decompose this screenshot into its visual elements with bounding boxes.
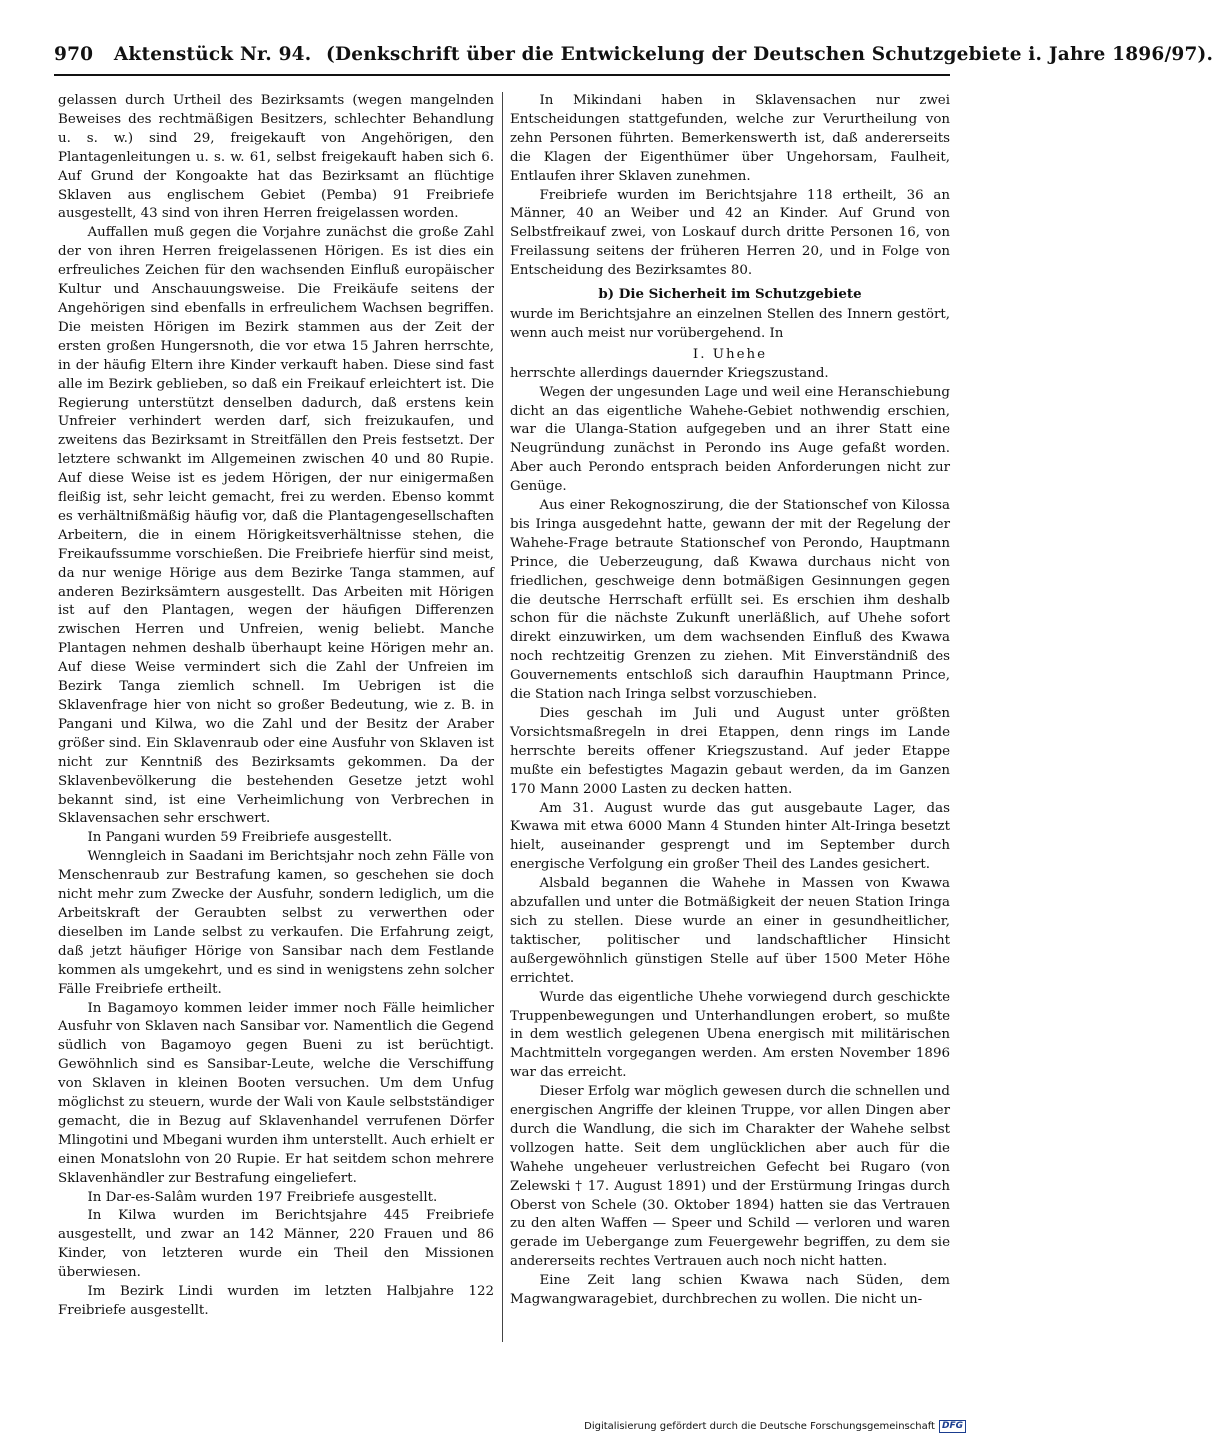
- paragraph: In Pangani wurden 59 Freibriefe ausgestellt.: [87, 830, 393, 846]
- paragraph: Eine Zeit lang schien Kwawa nach Süden, dem Magwangwaragebiet, durchbrechen zu wollen. Die nicht un-: [510, 1273, 950, 1308]
- page-number: 970: [54, 44, 94, 65]
- paragraph: Dieser Erfolg war möglich gewesen durch die schnellen und energischen Angriffe der kleinen Truppe, vor allen Dingen aber durch die Wandlung, die sich im Charakter der Wahehe selbst vollzogen hatte. Seit dem unglücklichen aber auch für die Wahehe ungeheuer verlustreichen Gefecht bei Rugaro (von Zelewski † 17. August 1891) und der Erstürmung Iringas durch Oberst von Schele (30. Oktober 1894) hatten sie das Vertrauen zu den alten Waffen — Speer und Schild — verloren und waren gerade im Uebergange zum Feuergewehr begriffen, zu dem sie andererseits rechtes Vertrauen auch noch nicht hatten.: [510, 1084, 950, 1270]
- paragraph: Dies geschah im Juli und August unter größten Vorsichtsmaßregeln in drei Etappen, denn rings im Lande herrschte bereits offener Kriegszustand. Auf jeder Etappe mußte ein befestigtes Magazin gebaut werden, da im Ganzen 170 Mann 2000 Lasten zu decken hatten.: [510, 706, 950, 797]
- paragraph: Wegen der ungesunden Lage und weil eine Heranschiebung dicht an das eigentliche Wahehe-Gebiet nothwendig erschien, war die Ulanga-Station aufgegeben und an ihrer Statt eine Neugründung zunächst in Perondo ins Auge gefaßt worden. Aber auch Perondo entsprach beiden Anforderungen nicht zur Genüge.: [510, 384, 950, 495]
- subheading: I. Uhehe: [692, 346, 768, 362]
- document-number: Aktenstück Nr. 94.: [113, 44, 312, 65]
- digitization-credit: Digitalisierung gefördert durch die Deutsche Forschungsgemeinschaft: [584, 1420, 935, 1432]
- footer: [584, 1419, 966, 1433]
- paragraph: wurde im Berichtsjahre an einzelnen Stellen des Innern gestört, wenn auch meist nur vorübergehend. In: [510, 306, 950, 341]
- page-header: [54, 44, 1213, 74]
- column-divider: [502, 92, 503, 1342]
- paragraph: Aus einer Rekognoszirung, die der Stationschef von Kilossa bis Iringa ausgedehnt hatte, gewann der mit der Regelung der Wahehe-Frage betraute Stationschef von Perondo, Hauptmann Prince, die Ueberzeugung, daß Kwawa durchaus nicht von friedlichen, geschweige denn botmäßigen Gesinnungen gegen die deutsche Herrschaft erfüllt sei. Es erschien ihm deshalb schon für die nächste Zukunft unerläßlich, auf Uhehe sofort direkt einzuwirken, um dem wachsenden Einfluß des Kwawa noch rechtzeitig Grenzen zu ziehen. Mit Einverständniß des Gouvernements entschloß sich daraufhin Hauptmann Prince, die Station nach Iringa selbst vorzuschieben.: [510, 498, 950, 703]
- paragraph: Alsbald begannen die Wahehe in Massen von Kwawa abzufallen und unter die Botmäßigkeit der neuen Station Iringa sich zu stellen. Diese wurde an einer in gesundheitlicher, taktischer, politischer und landschaftlicher Hinsicht außergewöhnlich günstigen Stelle auf über 1500 Meter Höhe errichtet.: [510, 876, 950, 986]
- paragraph: gelassen durch Urtheil des Bezirksamts (wegen mangelnden Beweises des rechtmäßigen Besitzers, schlechter Behandlung u. s. w.) sind 29, freigekauft von Angehörigen, den Plantagenleitungen u. s. w. 61, selbst freigekauft haben sich 6. Auf Grund der Kongoakte hat das Bezirksamt an flüchtige Sklaven aus englischem Gebiet (Pemba) 91 Freibriefe ausgestellt, 43 sind von ihren Herren freigelassen worden.: [58, 93, 494, 222]
- section-heading: b) Die Sicherheit im Schutzgebiete: [598, 286, 862, 303]
- header-rule: [54, 74, 950, 76]
- paragraph: herrschte allerdings dauernder Kriegszustand.: [510, 365, 829, 381]
- paragraph: In Bagamoyo kommen leider immer noch Fälle heimlicher Ausfuhr von Sklaven nach Sansibar vor. Namentlich die Gegend südlich von Bagamoyo gegen Bueni zu ist berüchtigt. Gewöhnlich sind es Sansibar-Leute, welche die Verschiffung von Sklaven in kleinen Booten versuchen. Um dem Unfug möglichst zu steuern, wurde der Wali von Kaule selbstständiger gemacht, die in Bezug auf Sklavenhandel verrufenen Dörfer Mlingotini und Mbegani wurden ihm unterstellt. Auch erhielt er einen Monatslohn von 20 Rupie. Er hat seitdem schon mehrere Sklavenhändler zur Bestrafung eingeliefert.: [58, 1000, 494, 1186]
- left-column: [58, 92, 494, 1321]
- paragraph: Am 31. August wurde das gut ausgebaute Lager, das Kwawa mit etwa 6000 Mann 4 Stunden hinter Alt-Iringa besetzt hielt, auseinander gesprengt und im September durch energische Verfolgung ein großer Theil des Landes gesichert.: [510, 800, 950, 873]
- paragraph: Im Bezirk Lindi wurden im letzten Halbjahre 122 Freibriefe ausgestellt.: [58, 1284, 494, 1318]
- paragraph: In Dar-es-Salâm wurden 197 Freibriefe ausgestellt.: [87, 1189, 438, 1205]
- paragraph: Auffallen muß gegen die Vorjahre zunächst die große Zahl der von ihren Herren freigelassenen Hörigen. Es ist dies ein erfreuliches Zeichen für den wachsenden Einfluß europäischer Kultur und Anschauungsweise. Die Freikäufe seitens der Angehörigen sind ebenfalls in erfreulichem Wachsen begriffen. Die meisten Hörigen im Bezirk stammen aus der Zeit der ersten großen Hungersnoth, die vor etwa 15 Jahren herrschte, in der häufig Eltern ihre Kinder verkauft haben. Diese sind fast alle im Bezirk geblieben, so daß ein Freikauf erleichtert ist. Die Regierung unterstützt denselben dadurch, daß erstens kein Unfreier verhindert werden darf, sich freizukaufen, und zweitens das Bezirksamt in Streitfällen den Preis festsetzt. Der letztere schwankt im Allgemeinen zwischen 40 und 80 Rupie. Auf diese Weise ist es jedem Hörigen, der nur einigermaßen fleißig ist, sehr leicht gemacht, frei zu werden. Ebenso kommt es verhältnißmäßig häufig vor, daß die Plantagengesellschaften Arbeitern, die in einem Hörigkeitsverhältnisse stehen, die Freikaufssumme vorschießen. Die Freibriefe hierfür sind meist, da nur wenige Hörige aus dem Bezirke Tanga stammen, auf anderen Bezirksämtern ausgestellt. Das Arbeiten mit Hörigen ist auf den Plantagen, wegen der häufigen Differenzen zwischen Herren und Unfreien, wenig beliebt. Manche Plantagen nehmen deshalb überhaupt keine Hörigen mehr an. Auf diese Weise vermindert sich die Zahl der Unfreien im Bezirk Tanga ziemlich schnell. Im Uebrigen ist die Sklavenfrage hier von nicht so großer Bedeutung, wie z. B. in Pangani und Kilwa, wo die Zahl und der Besitz der Araber größer sind. Ein Sklavenraub oder eine Ausfuhr von Sklaven ist nicht zur Kenntniß des Bezirksamts gekommen. Da der Sklavenbevölkerung die bestehenden Gesetze jetzt wohl bekannt sind, ist eine Verheimlichung von Verbrechen in Sklavensachen sehr erschwert.: [58, 225, 494, 827]
- paragraph: Wurde das eigentliche Uhehe vorwiegend durch geschickte Truppenbewegungen und Unterhandlungen erobert, so mußte in dem westlich gelegenen Ubena energisch mit militärischen Machtmitteln vorgegangen werden. Am ersten November 1896 war das erreicht.: [510, 989, 950, 1081]
- dfg-logo-icon: DFG: [939, 1420, 966, 1433]
- document-subtitle: (Denkschrift über die Entwickelung der Deutschen Schutzgebiete i. Jahre 1896/97).: [326, 44, 1213, 65]
- paragraph: Freibriefe wurden im Berichtsjahre 118 ertheilt, 36 an Männer, 40 an Weiber und 42 an Kinder. Auf Grund von Selbstfreikauf zwei, von Loskauf durch dritte Personen 16, von Freilassung seitens der früheren Herren 20, und in Folge von Entscheidung des Bezirksamtes 80.: [510, 187, 950, 279]
- paragraph: Wenngleich in Saadani im Berichtsjahr noch zehn Fälle von Menschenraub zur Bestrafung kamen, so geschehen sie doch nicht mehr zum Zwecke der Ausfuhr, sondern lediglich, um die Arbeitskraft der Geraubten selbst zu verwerthen oder dieselben im Lande selbst zu verkaufen. Die Erfahrung zeigt, daß jetzt häufiger Hörige von Sansibar nach dem Festlande kommen als umgekehrt, und es sind in wenigstens zehn solcher Fälle Freibriefe ertheilt.: [58, 849, 494, 997]
- right-column: [510, 92, 950, 1310]
- paragraph: In Kilwa wurden im Berichtsjahre 445 Freibriefe ausgestellt, und zwar an 142 Männer, 220 Frauen und 86 Kinder, von letzteren wurde ein Theil den Missionen überwiesen.: [58, 1208, 494, 1281]
- paragraph: In Mikindani haben in Sklavensachen nur zwei Entscheidungen stattgefunden, welche zur Verurtheilung von zehn Personen führten. Bemerkenswerth ist, daß andererseits die Klagen der Eigenthümer über Ungehorsam, Faulheit, Entlaufen ihrer Sklaven zunehmen.: [510, 93, 950, 184]
